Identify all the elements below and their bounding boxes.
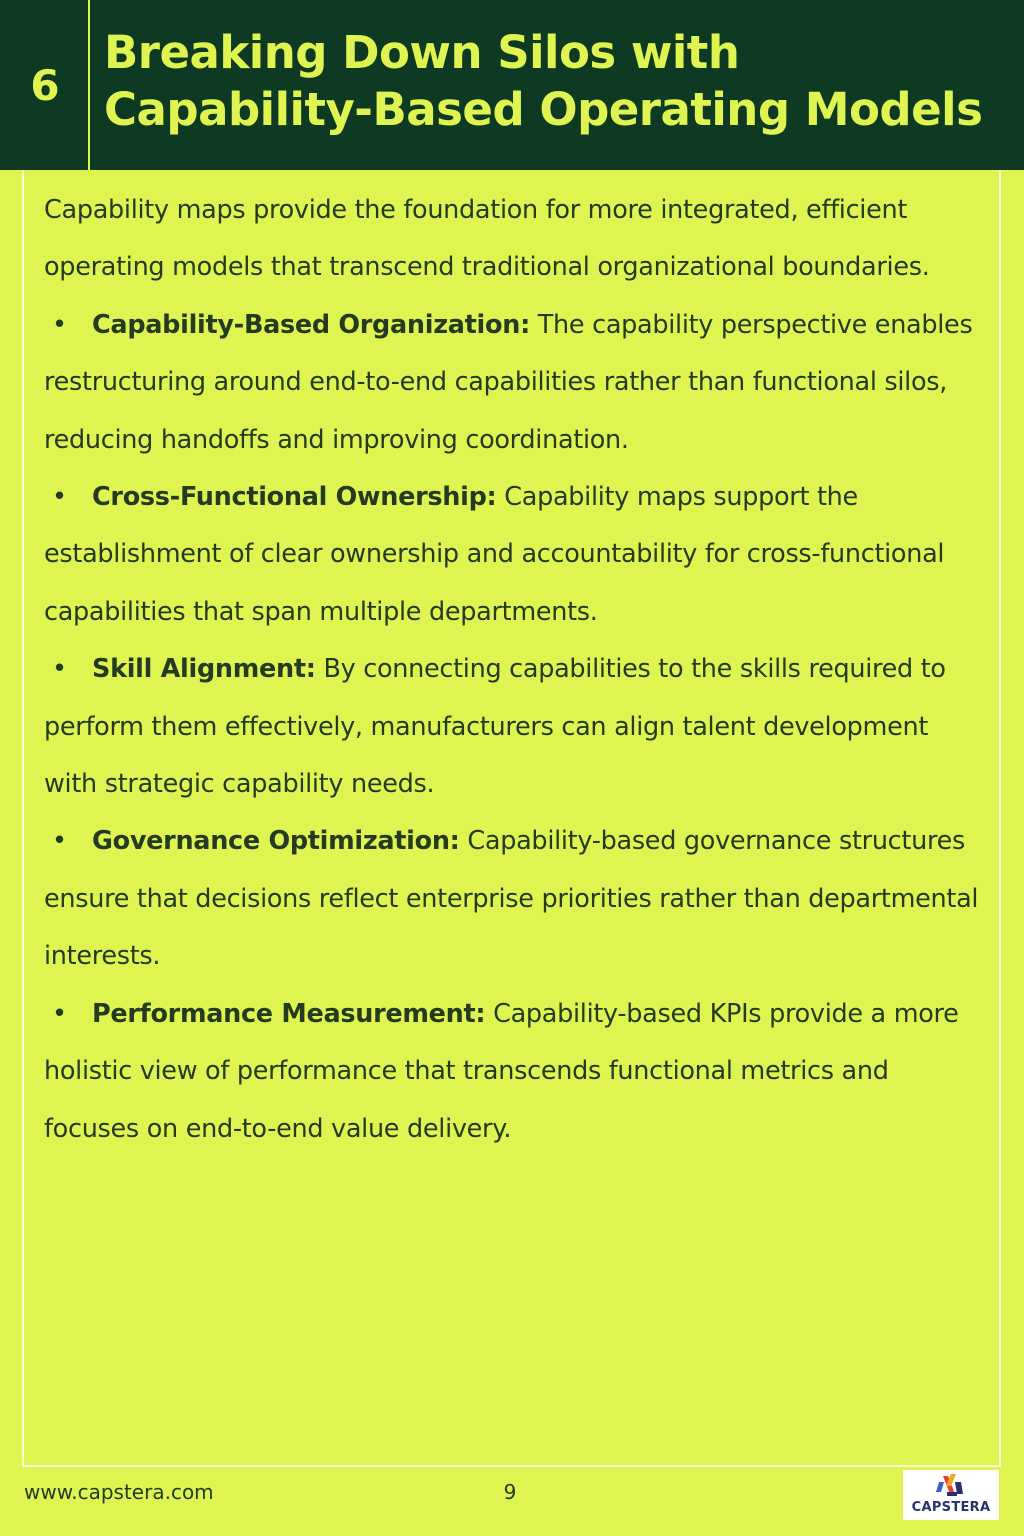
capstera-logo-mark-icon	[925, 1472, 977, 1500]
bullet-text: Capability-based governance structures ensure that decisions reflect enterprise priorities rather than departmental interests.	[44, 826, 979, 972]
bullet-text: The capability perspective enables restructuring around end-to-end capabilities rather than functional silos, reducing handoffs and improving coordination.	[44, 309, 973, 455]
bullet-term: Capability-Based Organization:	[92, 309, 530, 340]
content-body	[44, 182, 984, 1158]
header-divider	[88, 0, 90, 170]
bullet-marker: •	[52, 826, 67, 857]
bullet-term: Governance Optimization:	[92, 826, 460, 857]
bullet-term: Performance Measurement:	[92, 998, 486, 1029]
bullet-item-capability-based-organization	[44, 297, 984, 469]
logo-text: CAPSTERA	[911, 1500, 991, 1515]
bullet-marker: •	[52, 309, 67, 340]
bullet-text: Capability maps support the establishment of clear ownership and accountability for cross-functional capabilities that span multiple departments.	[44, 482, 945, 627]
bullet-item-cross-functional-ownership	[44, 469, 984, 641]
bullet-item-governance-optimization	[44, 813, 984, 985]
page-header	[0, 0, 1024, 170]
bullet-text: Capability-based KPIs provide a more holistic view of performance that transcends functional metrics and focuses on end-to-end value delivery.	[44, 998, 959, 1144]
bullet-term: Cross-Functional Ownership:	[92, 482, 497, 513]
bullet-text: By connecting capabilities to the skills required to perform them effectively, manufacturers can align talent development with strategic capability needs.	[44, 654, 946, 800]
footer-website-link[interactable]: www.capstera.com	[24, 1480, 214, 1504]
bullet-item-skill-alignment	[44, 641, 984, 813]
bullet-term: Skill Alignment:	[92, 654, 316, 685]
capstera-logo	[903, 1470, 999, 1520]
bullet-marker: •	[52, 998, 67, 1029]
page-title: Breaking Down Silos with Capability-Based Operating Models	[104, 26, 983, 136]
page-number: 9	[503, 1480, 517, 1504]
bullet-marker: •	[52, 482, 67, 513]
bullet-item-performance-measurement	[44, 986, 984, 1158]
intro-paragraph: Capability maps provide the foundation for more integrated, efficient operating models that transcend traditional organizational boundaries.	[44, 195, 930, 283]
section-number: 6	[30, 60, 60, 110]
bullet-marker: •	[52, 654, 67, 685]
